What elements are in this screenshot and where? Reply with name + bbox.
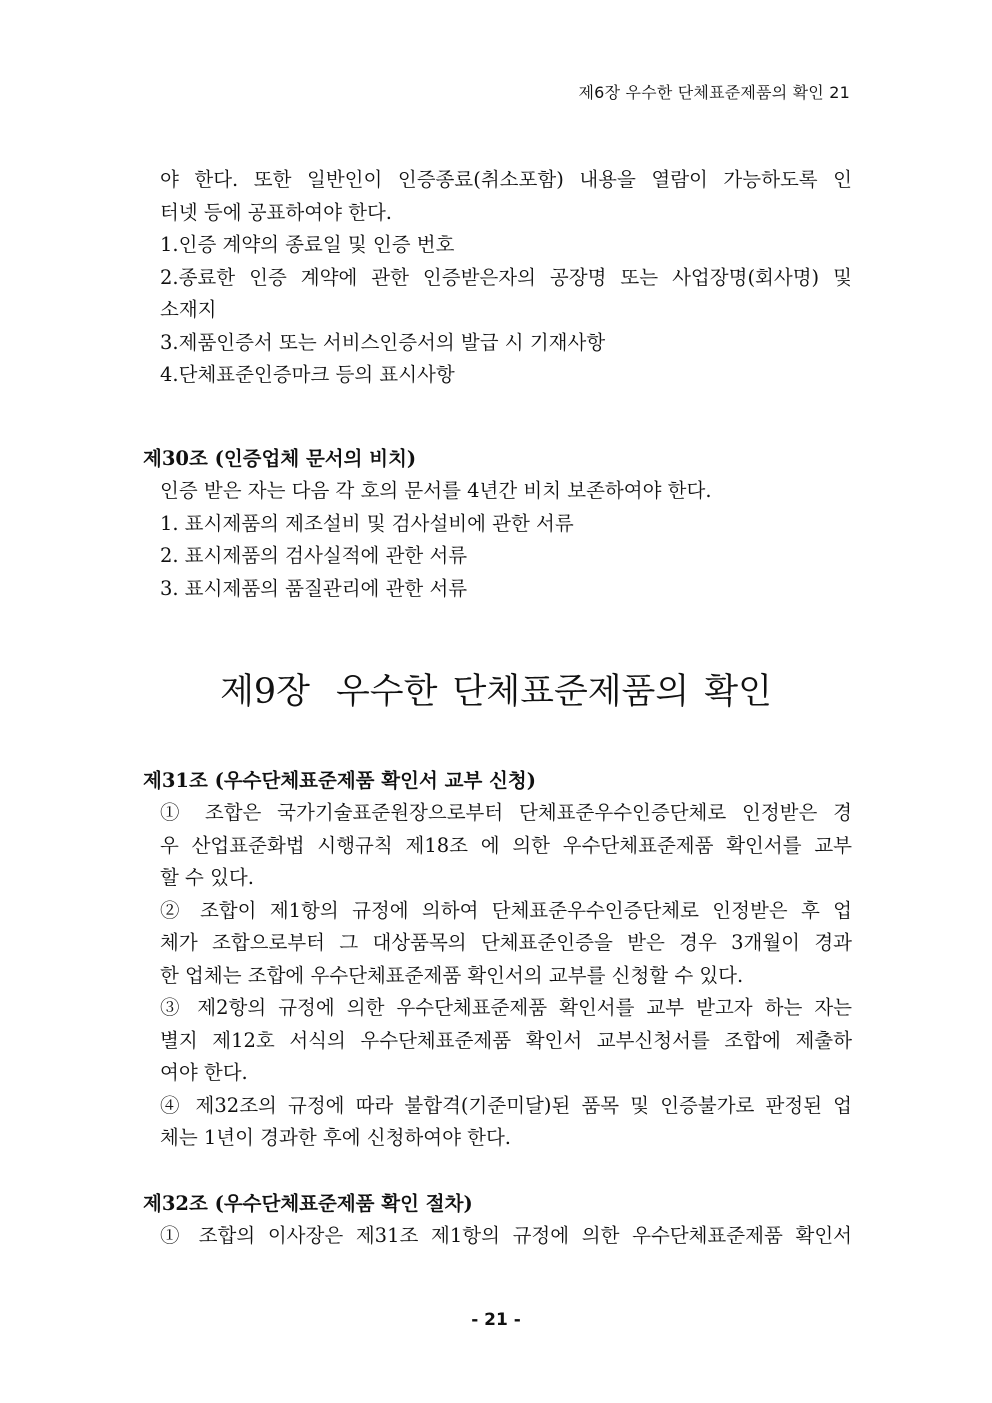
text-line: 할 수 있다.	[160, 866, 254, 889]
article-30-body	[160, 475, 852, 605]
list-item: 3.제품인증서 또는 서비스인증서의 발급 시 기재사항	[160, 330, 606, 354]
text-line: ③ 제2항의 규정에 의한 우수단체표준제품 확인서를 교부 받고자 하는 자는	[160, 996, 852, 1019]
article-31-title: 제31조 (우수단체표준제품 확인서 교부 신청)	[143, 769, 536, 792]
text-line: 우 산업표준화법 시행규칙 제18조 에 의한 우수단체표준제품 확인서를 교부	[160, 833, 852, 857]
text-line: 인증 받은 자는 다음 각 호의 문서를 4년간 비치 보존하여야 한다.	[160, 479, 712, 502]
text-line: 터넷 등에 공표하여야 한다.	[160, 200, 393, 224]
text-line: 체가 조합으로부터 그 대상품목의 단체표준인증을 받은 경우 3개월이 경과	[160, 931, 852, 954]
text-line: ④ 제32조의 규정에 따라 불합격(기준미달)된 품목 및 인증불가로 판정된 업	[160, 1093, 852, 1117]
article-30-title: 제30조 (인증업체 문서의 비치)	[143, 447, 417, 470]
running-header: 제6장 우수한 단체표준제품의 확인 21	[578, 83, 850, 102]
text-line: ② 조합이 제1항의 규정에 의하여 단체표준우수인증단체로 인정받은 후 업	[160, 898, 852, 922]
list-item: 2. 표시제품의 검사실적에 관한 서류	[160, 544, 468, 567]
article-31-body	[160, 797, 852, 1155]
list-item: 1. 표시제품의 제조설비 및 검사설비에 관한 서류	[160, 511, 574, 535]
chapter-name: 우수한 단체표준제품의 확인	[335, 672, 772, 712]
text-line: 야 한다. 또한 일반인이 인증종료(취소포함) 내용을 열람이 가능하도록 인	[160, 168, 852, 191]
text-line: ① 조합은 국가기술표준원장으로부터 단체표준우수인증단체로 인정받은 경	[160, 801, 852, 824]
article-32-title: 제32조 (우수단체표준제품 확인 절차)	[143, 1192, 473, 1215]
page-number: - 21 -	[471, 1310, 521, 1330]
chapter-number: 제9장	[220, 672, 310, 712]
continuation-text	[160, 164, 852, 392]
text-line: 별지 제12호 서식의 우수단체표준제품 확인서 교부신청서를 조합에 제출하	[160, 1028, 852, 1052]
chapter-title	[0, 664, 992, 714]
text-line: 체는 1년이 경과한 후에 신청하여야 한다.	[160, 1126, 511, 1149]
text-line: 소재지	[160, 298, 217, 321]
list-item: 3. 표시제품의 품질관리에 관한 서류	[160, 576, 468, 600]
list-item: 1.인증 계약의 종료일 및 인증 번호	[160, 233, 455, 256]
text-line: 한 업체는 조합에 우수단체표준제품 확인서의 교부를 신청할 수 있다.	[160, 963, 744, 987]
text-line: ① 조합의 이사장은 제31조 제1항의 규정에 의한 우수단체표준제품 확인서	[160, 1224, 852, 1247]
article-32-body	[160, 1220, 852, 1253]
list-item: 2.종료한 인증 계약에 관한 인증받은자의 공장명 또는 사업장명(회사명) 및	[160, 265, 852, 289]
text-line: 여야 한다.	[160, 1061, 248, 1084]
list-item: 4.단체표준인증마크 등의 표시사항	[160, 363, 455, 386]
